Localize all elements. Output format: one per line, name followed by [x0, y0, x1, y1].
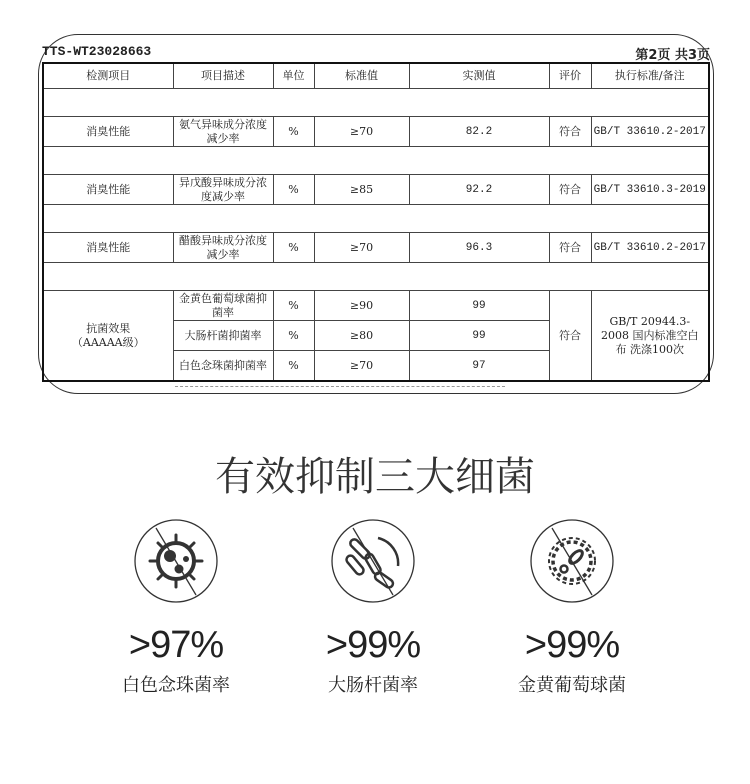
ref-cell: GB/T 33610.2-2017 [591, 117, 709, 147]
unit-cell: % [273, 291, 314, 321]
ref-cell: GB/T 33610.2-2017 [591, 233, 709, 263]
unit-cell: % [273, 233, 314, 263]
ref-cell: GB/T 20944.3-2008 国内标准空白布 洗涤100次 [591, 291, 709, 382]
divider [175, 386, 505, 387]
unit-cell: % [273, 117, 314, 147]
std-cell: ≥85 [314, 175, 409, 205]
eval-cell: 符合 [549, 291, 591, 382]
desc-cell: 大肠杆菌抑菌率 [173, 321, 273, 351]
report-code: TTS-WT23028663 [42, 44, 152, 59]
std-cell: ≥80 [314, 321, 409, 351]
feature-ecoli [273, 518, 473, 697]
header-cell: 单位 [273, 63, 314, 89]
item-cell: 消臭性能 [43, 175, 173, 205]
eval-cell: 符合 [549, 175, 591, 205]
item-cell: 消臭性能 [43, 117, 173, 147]
ref-cell: GB/T 33610.3-2019 [591, 175, 709, 205]
header-cell: 项目描述 [173, 63, 273, 89]
value-cell: 97 [409, 351, 549, 382]
table-row [43, 291, 709, 321]
blank-row [43, 263, 709, 291]
section-title: 有效抑制三大细菌 [215, 454, 535, 500]
blank-row [43, 205, 709, 233]
std-cell: ≥70 [314, 117, 409, 147]
header-cell: 实测值 [409, 63, 549, 89]
feature-staph [472, 518, 672, 697]
desc-cell: 异戊酸异味成分浓度减少率 [173, 175, 273, 205]
blank-row [43, 147, 709, 175]
item-cell: 消臭性能 [43, 233, 173, 263]
table-row [43, 233, 709, 263]
cocci-icon [529, 518, 615, 604]
eval-cell: 符合 [549, 233, 591, 263]
table-row [43, 175, 709, 205]
value-cell: 92.2 [409, 175, 549, 205]
desc-cell: 金黄色葡萄球菌抑菌率 [173, 291, 273, 321]
item-cell: 抗菌效果 （AAAAA级） [43, 291, 173, 382]
desc-cell: 醋酸异味成分浓度减少率 [173, 233, 273, 263]
value-cell: 82.2 [409, 117, 549, 147]
desc-cell: 氨气异味成分浓度减少率 [173, 117, 273, 147]
blank-row [43, 89, 709, 117]
feature-label: 白色念珠菌率 [122, 675, 230, 696]
header-cell: 标准值 [314, 63, 409, 89]
unit-cell: % [273, 351, 314, 382]
value-cell: 99 [409, 291, 549, 321]
virus-icon [133, 518, 219, 604]
unit-cell: % [273, 321, 314, 351]
header-cell: 执行标准/备注 [591, 63, 709, 89]
feature-candida [76, 518, 276, 697]
test-report-table [42, 62, 710, 382]
header-cell: 检测项目 [43, 63, 173, 89]
table-header [43, 63, 709, 89]
unit-cell: % [273, 175, 314, 205]
percent-value: >97% [128, 624, 224, 666]
std-cell: ≥70 [314, 233, 409, 263]
percent-value: >99% [325, 624, 421, 666]
page-number: 第2页 共3页 [635, 48, 710, 63]
value-cell: 99 [409, 321, 549, 351]
std-cell: ≥90 [314, 291, 409, 321]
std-cell: ≥70 [314, 351, 409, 382]
feature-label: 大肠杆菌率 [328, 675, 418, 696]
desc-cell: 白色念珠菌抑菌率 [173, 351, 273, 382]
eval-cell: 符合 [549, 117, 591, 147]
percent-value: >99% [524, 624, 620, 666]
feature-label: 金黄葡萄球菌 [518, 675, 626, 696]
value-cell: 96.3 [409, 233, 549, 263]
bacilli-icon [330, 518, 416, 604]
table-row [43, 117, 709, 147]
header-cell: 评价 [549, 63, 591, 89]
